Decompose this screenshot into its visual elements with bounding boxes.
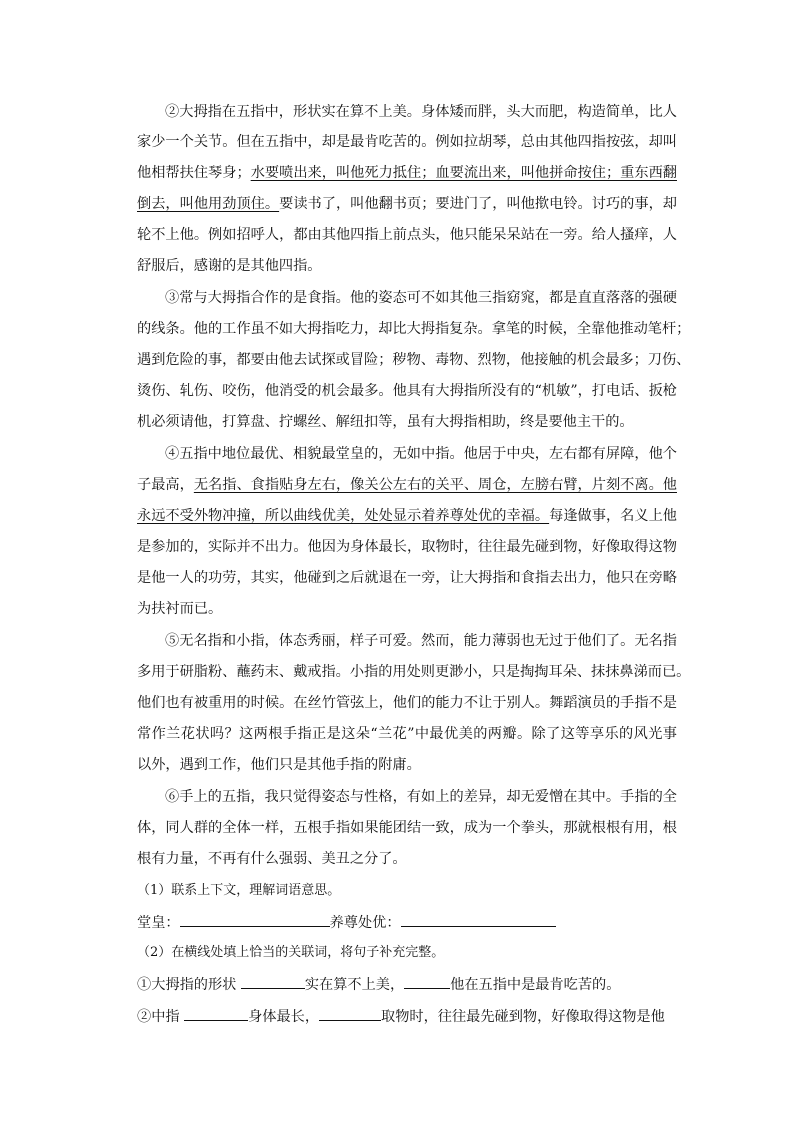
underlined-sentence: 永远不受外物冲撞，所以曲线优美，处处显示着养尊处优的幸福。 <box>137 508 550 524</box>
paragraph-4-line-6: 为扶衬而已。 <box>137 601 223 617</box>
paragraph-5-line-5: 以外，遇到工作，他们只是其他手指的附庸。 <box>137 757 421 773</box>
question-1-title: （1）联系上下文，理解词语意思。 <box>137 883 341 898</box>
conjunction-blank-3[interactable] <box>184 1007 248 1021</box>
paragraph-2-line-2: 家少一个关节。但在五指中，却是最肯吃苦的。例如拉胡琴，总由其他四指按弦，却叫 <box>137 134 677 150</box>
plain-text: 子最高， <box>137 477 194 493</box>
paragraph-6-line-3: 根有力量，不再有什么强弱、美丑之分了。 <box>137 851 407 867</box>
underlined-sentence: 水要喷出来，叫他死力抵住；血要流出来，叫他拼命按住；重东西翻 <box>250 165 677 181</box>
sentence-text: ①大拇指的形状 <box>137 977 241 993</box>
paragraph-5-line-3: 他们也有被重用的时候。在丝竹管弦上，他们的能力不让于别人。舞蹈演员的手指不是 <box>137 695 677 711</box>
paragraph-3-line-3: 遇到危险的事，都要由他去试探或冒险；秽物、毒物、烈物，他接触的机会最多；刀伤、 <box>137 352 691 368</box>
answer-blank-1[interactable] <box>180 913 330 927</box>
paragraph-4-line-5: 是他一人的功劳，其实，他碰到之后就退在一旁，让大拇指和食指去出力，他只在旁略 <box>137 570 677 586</box>
sentence-text: 身体最长， <box>248 1009 320 1025</box>
word-label-tanghuang: 堂皇： <box>137 915 180 931</box>
sentence-text: 实在算不上美， <box>304 977 405 993</box>
paragraph-5-line-1: ⑤无名指和小指，体态秀丽，样子可爱。然而，能力薄弱也无过于他们了。无名指 <box>165 633 677 649</box>
paragraph-6-line-1: ⑥手上的五指，我只觉得姿态与性格，有如上的差异，却无爱憎在其中。手指的全 <box>165 789 677 805</box>
paragraph-5-line-4: 常作兰花状吗？这两根手指正是这朵“兰花”中最优美的两瓣。除了这等享乐的风光事 <box>137 726 677 742</box>
underlined-sentence: 倒去，叫他用劲顶住。 <box>137 196 280 212</box>
plain-text: 要读书了，叫他翻书页；要进门了，叫他揿电铃。讨巧的事，却 <box>279 196 677 212</box>
sentence-text: ②中指 <box>137 1009 185 1025</box>
paragraph-3-line-5: 机必须请他，打算盘、拧螺丝、解纽扣等，虽有大拇指相助，终是要他主干的。 <box>137 414 634 430</box>
answer-blank-2[interactable] <box>401 913 556 927</box>
paragraph-2-line-4 <box>137 195 677 213</box>
paragraph-4-line-1: ④五指中地位最优、相貌最堂皇的，无如中指。他居于中央，左右都有屏障，他个 <box>165 446 677 462</box>
plain-text: 他相帮扶住琴身； <box>137 165 251 181</box>
word-label-yangzunchuyou: 养尊处优： <box>329 915 401 931</box>
plain-text: 每逢做事，名义上他 <box>549 508 677 524</box>
question-2-title: （2）在横线处填上恰当的关联词，将句子补充完整。 <box>137 945 445 960</box>
paragraph-4-line-2 <box>137 476 677 494</box>
sentence-text: 他在五指中是最肯吃苦的。 <box>450 977 621 993</box>
conjunction-blank-2[interactable] <box>404 975 450 989</box>
question-1-answer-row <box>137 913 677 932</box>
sentence-text: 取物时，往往最先碰到物，好像取得这物是他 <box>381 1009 665 1025</box>
conjunction-blank-1[interactable] <box>241 975 305 989</box>
question-2-sentence-2 <box>137 1007 677 1026</box>
paragraph-4-line-3 <box>137 507 677 525</box>
paragraph-2-line-6: 舒服后，感谢的是其他四指。 <box>137 258 322 274</box>
paragraph-3-line-4: 烫伤、轧伤、咬伤，他消受的机会最多。他具有大拇指所没有的“机敏”，打电话、扳枪 <box>137 383 677 399</box>
conjunction-blank-4[interactable] <box>319 1007 381 1021</box>
paragraph-2-line-1: ②大拇指在五指中，形状实在算不上美。身体矮而胖，头大而肥，构造简单，比人 <box>165 104 677 120</box>
paragraph-2-line-5: 轮不上他。例如招呼人，都由其他四指上前点头，他只能呆呆站在一旁。给人搔痒，人 <box>137 227 677 243</box>
underlined-sentence: 无名指、食指贴身左右，像关公左右的关平、周仓，左膀右臂，片刻不离。他 <box>193 477 677 493</box>
paragraph-2-line-3 <box>137 164 677 182</box>
paragraph-6-line-2: 体，同人群的全体一样，五根手指如果能团结一致，成为一个拳头，那就根根有用，根 <box>137 820 677 836</box>
paragraph-4-line-4: 是参加的，实际并不出力。他因为身体最长，取物时，往往最先碰到物，好像取得这物 <box>137 539 677 555</box>
paragraph-3-line-1: ③常与大拇指合作的是食指。他的姿态可不如其他三指窈窕，都是直直落落的强硬 <box>165 290 677 306</box>
paragraph-5-line-2: 多用于研脂粉、蘸药末、戴戒指。小指的用处则更渺小，只是掏掏耳朵、抹抹鼻涕而已。 <box>137 664 691 680</box>
paragraph-3-line-2: 的线条。他的工作虽不如大拇指吃力，却比大拇指复杂。拿笔的时候，全靠他推动笔杆； <box>137 321 691 337</box>
question-2-sentence-1 <box>137 975 677 994</box>
